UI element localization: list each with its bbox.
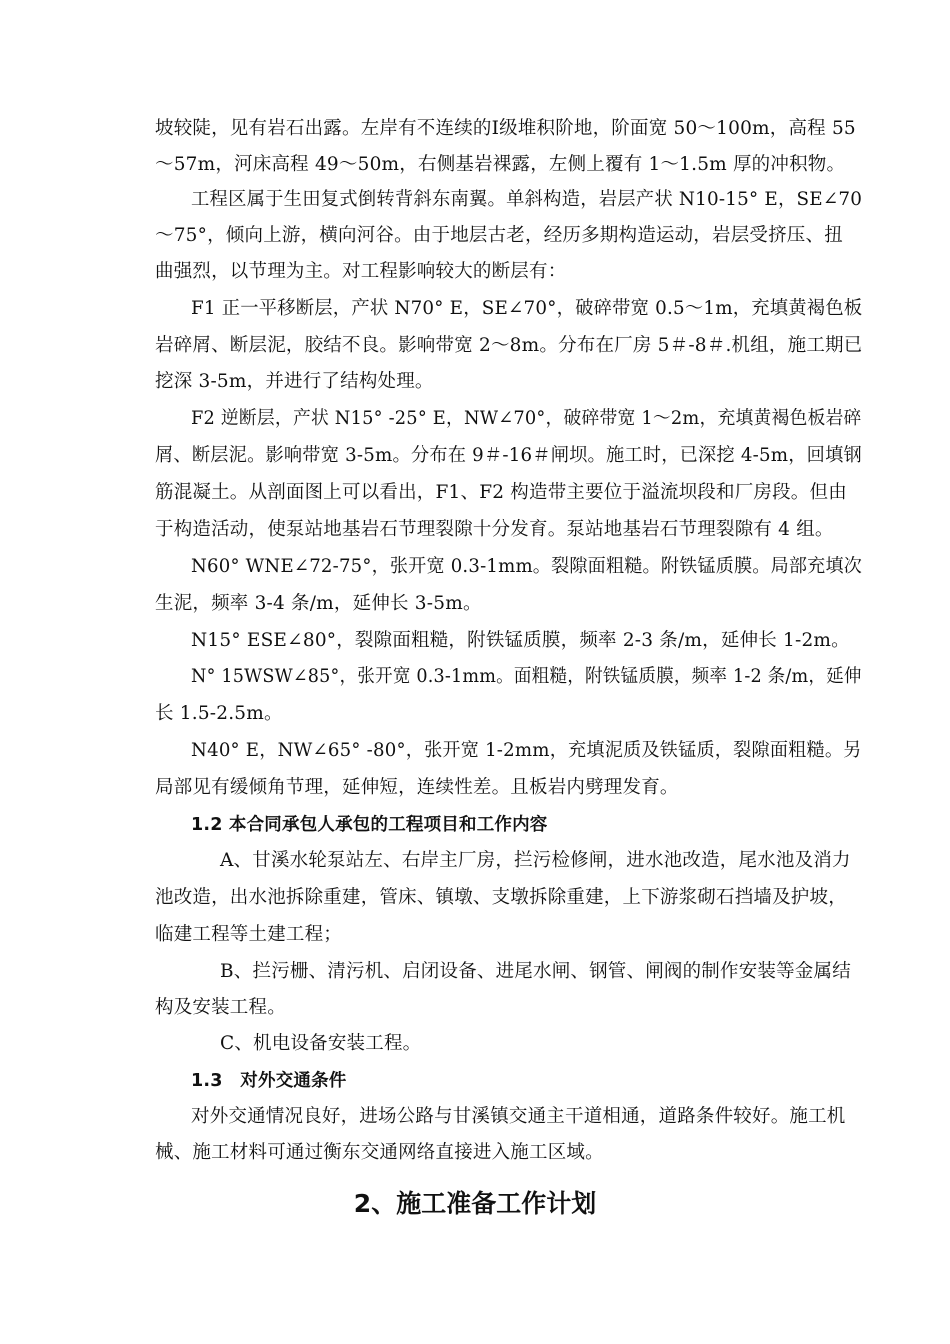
text-line: N15° ESE∠80°，裂隙面粗糙，附铁锰质膜，频率 2-3 条/m，延伸长 1-2m。 xyxy=(191,630,850,651)
text-line: 构及安装工程。 xyxy=(155,997,286,1018)
text-line: A、甘溪水轮泵站左、右岸主厂房，拦污检修闸，进水池改造，尾水池及消力 xyxy=(220,850,851,871)
text-line: C、机电设备安装工程。 xyxy=(220,1033,422,1054)
text-line: 筋混凝土。从剖面图上可以看出，F1、F2 构造带主要位于溢流坝段和厂房段。但由 xyxy=(155,482,847,503)
text-line: 长 1.5-2.5m。 xyxy=(155,703,283,724)
text-line: 局部见有缓倾角节理，延伸短，连续性差。且板岩内劈理发育。 xyxy=(155,777,679,798)
text-line: 工程区属于生田复式倒转背斜东南翼。单斜构造，岩层产状 N10-15° E，SE∠70 xyxy=(191,189,863,210)
text-line: 坡较陡，见有岩石出露。左岸有不连续的Ⅰ级堆积阶地，阶面宽 50～100m，高程 55 xyxy=(155,118,856,139)
text-line: 岩碎屑、断层泥，胶结不良。影响带宽 2～8m。分布在厂房 5＃-8＃.机组，施工期已 xyxy=(155,335,863,356)
text-line: 池改造，出水池拆除重建，管床、镇墩、支墩拆除重建，上下游浆砌石挡墙及护坡， xyxy=(155,887,847,908)
text-line: F1 正一平移断层，产状 N70° E，SE∠70°，破碎带宽 0.5～1m，充填黄褐色板 xyxy=(191,298,863,319)
text-line: 于构造活动，使泵站地基岩石节理裂隙十分发育。泵站地基岩石节理裂隙有 4 组。 xyxy=(155,519,834,540)
text-line: ～57m，河床高程 49～50m，右侧基岩裸露，左侧上覆有 1～1.5m 厚的冲积物。 xyxy=(155,154,846,175)
text-line: 屑、断层泥。影响带宽 3-5m。分布在 9＃-16＃闸坝。施工时，已深挖 4-5m，回填钢 xyxy=(155,445,862,466)
text-line: 曲强烈，以节理为主。对工程影响较大的断层有： xyxy=(155,261,567,282)
text-line: ～75°，倾向上游，横向河谷。由于地层古老，经历多期构造运动，岩层受挤压、扭 xyxy=(155,225,843,246)
text-line: F2 逆断层，产状 N15° -25° E，NW∠70°，破碎带宽 1～2m，充填黄褐色板岩碎 xyxy=(191,408,862,429)
section-heading: 1.2 本合同承包人承包的工程项目和工作内容 xyxy=(191,815,548,835)
section-heading: 1.3 对外交通条件 xyxy=(191,1071,347,1091)
text-line: 临建工程等土建工程； xyxy=(155,924,343,945)
section-title: 2、施工准备工作计划 xyxy=(353,1189,597,1218)
text-line: B、拦污栅、清污机、启闭设备、进尾水闸、钢管、闸阀的制作安装等金属结 xyxy=(220,961,851,982)
text-line: N40° E，NW∠65° -80°，张开宽 1-2mm，充填泥质及铁锰质，裂隙面粗糙。另 xyxy=(191,740,862,761)
text-line: N60° WNE∠72-75°，张开宽 0.3-1mm。裂隙面粗糙。附铁锰质膜。局部充填次 xyxy=(191,556,863,577)
text-line: N° 15WSW∠85°，张开宽 0.3-1mm。面粗糙，附铁锰质膜，频率 1-2 条/m，延伸 xyxy=(191,666,862,687)
text-line: 生泥，频率 3-4 条/m，延伸长 3-5m。 xyxy=(155,593,482,614)
text-line: 械、施工材料可通过衡东交通网络直接进入施工区域。 xyxy=(155,1142,604,1163)
text-line: 挖深 3-5m，并进行了结构处理。 xyxy=(155,371,434,392)
text-line: 对外交通情况良好，进场公路与甘溪镇交通主干道相通，道路条件较好。施工机 xyxy=(191,1106,846,1127)
